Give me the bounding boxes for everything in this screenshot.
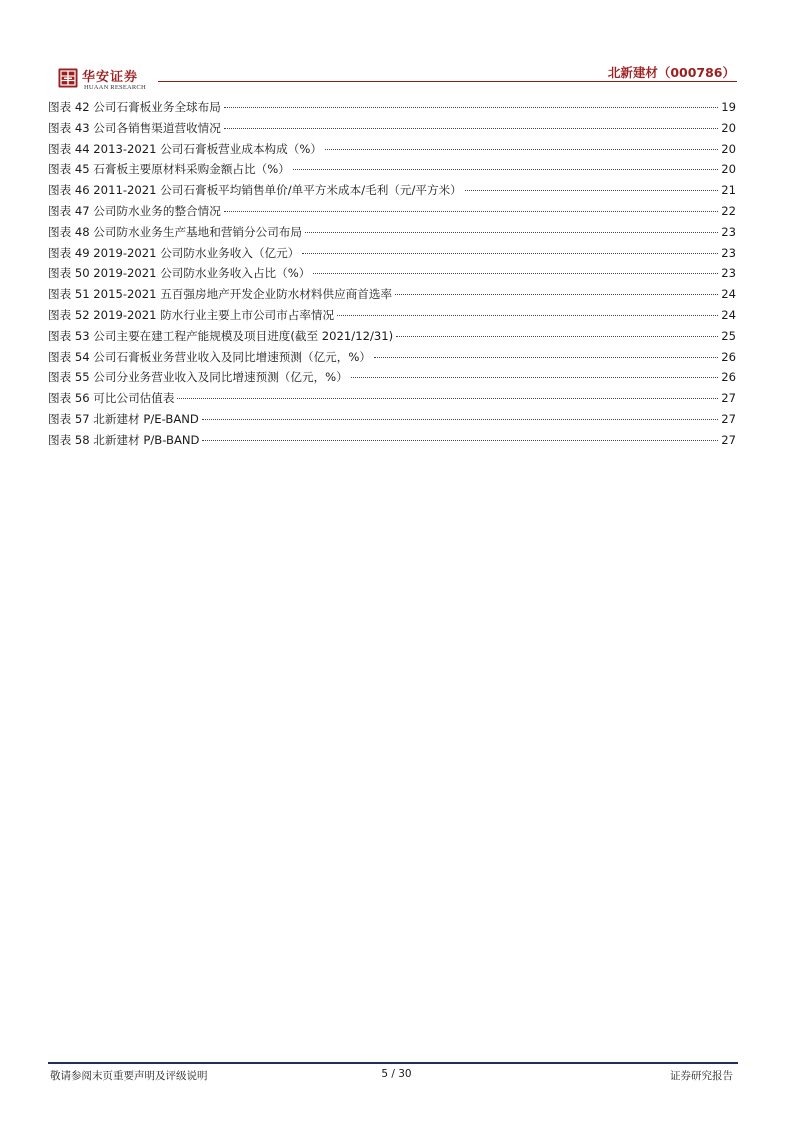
toc-dot-leader <box>202 409 718 420</box>
toc-dot-leader <box>395 284 718 295</box>
toc-dot-leader <box>351 367 718 378</box>
toc-entry[interactable] <box>48 118 736 139</box>
toc-entry[interactable] <box>48 97 736 118</box>
toc-dot-leader <box>305 222 718 233</box>
toc-entry[interactable] <box>48 284 736 305</box>
toc-entry[interactable] <box>48 367 736 388</box>
toc-entry[interactable] <box>48 139 736 160</box>
toc-dot-leader <box>224 97 718 108</box>
page-number: 5 / 30 <box>381 1068 412 1080</box>
toc-entry-label: 图表 42 公司石膏板业务全球布局 <box>48 100 221 114</box>
toc-entry-label: 图表 58 北新建材 P/B-BAND <box>48 432 200 447</box>
footer-divider <box>48 1062 738 1064</box>
toc-dot-leader <box>224 118 718 129</box>
toc-entry[interactable] <box>48 180 736 201</box>
report-title: 北新建材（000786） <box>607 65 735 80</box>
toc-entry[interactable] <box>48 159 736 180</box>
toc-entry[interactable] <box>48 347 736 368</box>
toc-entry-label: 图表 52 2019-2021 防水行业主要上市公司市占率情况 <box>48 307 335 322</box>
header-divider <box>158 81 737 82</box>
toc-entry[interactable] <box>48 409 736 430</box>
toc-entry-label: 图表 49 2019-2021 公司防水业务收入（亿元） <box>48 245 300 260</box>
toc-entry-page: 25 <box>721 328 736 343</box>
toc-entry-page: 24 <box>721 287 736 302</box>
toc-entry-label: 图表 56 可比公司估值表 <box>48 391 175 406</box>
page-header <box>48 62 743 98</box>
toc-entry-page: 22 <box>721 203 736 218</box>
toc-entry-page: 23 <box>721 266 736 281</box>
toc-dot-leader <box>337 305 718 316</box>
toc-dot-leader <box>465 180 718 191</box>
toc-dot-leader <box>374 347 718 358</box>
toc-dot-leader <box>325 139 718 150</box>
toc-entry-page: 20 <box>721 162 736 177</box>
toc-entry-label: 图表 51 2015-2021 五百强房地产开发企业防水材料供应商首选率 <box>48 287 393 302</box>
toc-dot-leader <box>293 159 718 170</box>
toc-entry-page: 20 <box>721 141 736 156</box>
document-type: 证券研究报告 <box>670 1070 733 1082</box>
toc-entry-page: 24 <box>721 307 736 322</box>
brand-name: 华安证券 <box>82 70 139 85</box>
toc-entry-label: 图表 46 2011-2021 公司石膏板平均销售单价/单平方米成本/毛利（元/平方米） <box>48 183 462 198</box>
toc-entry-label: 图表 45 石膏板主要原材料采购金额占比（%） <box>48 162 290 177</box>
toc-entry-page: 20 <box>721 120 736 135</box>
toc-entry-label: 图表 43 公司各销售渠道营收情况 <box>48 120 221 135</box>
toc-entry[interactable] <box>48 243 736 264</box>
toc-entry[interactable] <box>48 388 736 409</box>
toc-entry-page: 26 <box>721 370 736 385</box>
toc-entry-page: 27 <box>721 411 736 426</box>
toc-entry-label: 图表 50 2019-2021 公司防水业务收入占比（%） <box>48 266 311 281</box>
toc-entry-page: 27 <box>721 432 736 447</box>
toc-entry-page: 23 <box>721 245 736 260</box>
toc-entry[interactable] <box>48 326 736 347</box>
toc-entry-page: 26 <box>721 349 736 364</box>
toc-entry-page: 23 <box>721 224 736 239</box>
brand-english-name: HUAAN RESEARCH <box>84 84 146 91</box>
toc-entry[interactable] <box>48 305 736 326</box>
toc-dot-leader <box>177 388 718 399</box>
toc-dot-leader <box>302 243 718 254</box>
toc-entry-label: 图表 47 公司防水业务的整合情况 <box>48 203 221 218</box>
toc-entry-label: 图表 48 公司防水业务生产基地和营销分公司布局 <box>48 224 302 239</box>
toc-entry-page: 27 <box>721 391 736 406</box>
huaan-logo-icon <box>58 68 78 88</box>
figure-list <box>48 97 736 451</box>
footer-disclaimer: 敬请参阅末页重要声明及评级说明 <box>50 1070 208 1082</box>
toc-entry[interactable] <box>48 201 736 222</box>
toc-entry[interactable] <box>48 430 736 451</box>
toc-entry-label: 图表 57 北新建材 P/E-BAND <box>48 411 199 426</box>
toc-entry-page: 19 <box>721 100 736 114</box>
toc-entry-label: 图表 44 2013-2021 公司石膏板营业成本构成（%） <box>48 141 322 156</box>
toc-entry-page: 21 <box>721 183 736 198</box>
toc-dot-leader <box>224 201 718 212</box>
toc-entry-label: 图表 54 公司石膏板业务营业收入及同比增速预测（亿元，%） <box>48 349 371 364</box>
toc-dot-leader <box>202 430 718 441</box>
toc-entry-label: 图表 55 公司分业务营业收入及同比增速预测（亿元，%） <box>48 370 348 385</box>
toc-dot-leader <box>396 326 718 337</box>
toc-dot-leader <box>313 263 718 274</box>
toc-entry[interactable] <box>48 222 736 243</box>
toc-entry-label: 图表 53 公司主要在建工程产能规模及项目进度(截至 2021/12/31) <box>48 328 394 343</box>
toc-entry[interactable] <box>48 263 736 284</box>
